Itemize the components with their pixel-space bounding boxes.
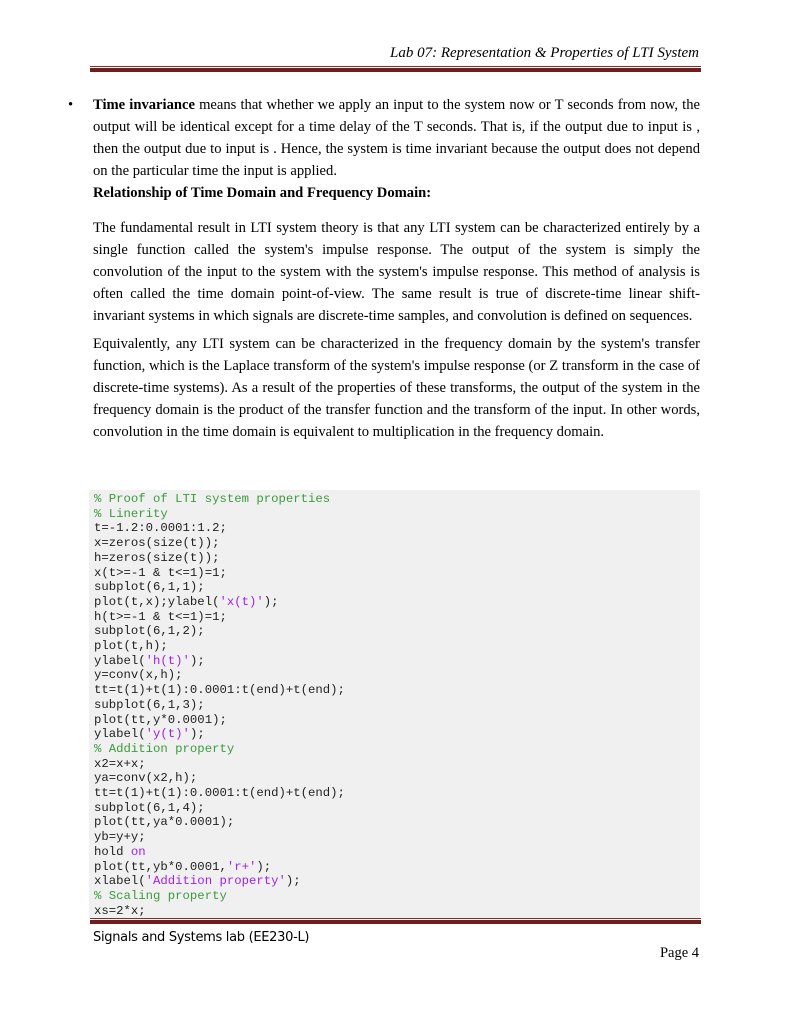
footer-course: Signals and Systems lab (EE230-L) [93, 930, 310, 945]
code-comment: % Linerity [94, 506, 168, 521]
code-text: xs=2*x; [94, 903, 146, 918]
code-text: ylabel( [94, 727, 146, 742]
code-text: ylabel( [94, 653, 146, 668]
bullet-paragraph [68, 94, 700, 182]
code-block [89, 490, 700, 918]
code-line [94, 727, 700, 742]
code-line [94, 566, 700, 581]
code-line [94, 874, 700, 889]
page-number: Page 4 [659, 945, 699, 961]
code-line [94, 815, 700, 830]
body-text [68, 94, 700, 443]
code-text: plot(tt,yb*0.0001, [94, 859, 227, 874]
code-line [94, 683, 700, 698]
code-line [94, 713, 700, 728]
code-line [94, 904, 700, 919]
code-text: subplot(6,1,2); [94, 624, 205, 639]
bullet-icon: • [68, 97, 74, 113]
code-string: 'h(t)' [145, 653, 190, 668]
code-text: x(t>=-1 & t<=1)=1; [94, 565, 227, 580]
code-text: ); [263, 594, 279, 609]
code-line [94, 492, 700, 507]
code-line [94, 771, 700, 786]
code-line [94, 624, 700, 639]
code-comment: % Scaling property [94, 888, 227, 903]
code-line [94, 786, 700, 801]
code-text: plot(t,x);ylabel( [94, 594, 220, 609]
code-line [94, 580, 700, 595]
code-string: on [130, 844, 146, 859]
header-rule [90, 66, 701, 72]
code-text: ); [189, 727, 205, 742]
code-text: h(t>=-1 & t<=1)=1; [94, 609, 227, 624]
code-text: ya=conv(x2,h); [94, 771, 198, 786]
code-string: 'Addition property' [145, 874, 286, 889]
bullet-text: means that whether we apply an input to the system now or T seconds from now, the output will be identical except for a time delay of the T seconds. That is, if the output due to input is , then the output due to input is . Hence, the system is time invariant because the output does not depend on the particular time the input is applied. [93, 97, 700, 179]
code-line [94, 536, 700, 551]
code-text: plot(t,h); [94, 639, 168, 654]
code-text: subplot(6,1,4); [94, 800, 205, 815]
code-line [94, 639, 700, 654]
code-line [94, 551, 700, 566]
code-line [94, 698, 700, 713]
paragraph-time-domain: The fundamental result in LTI system theory is that any LTI system can be characterized entirely by a single function called the system's impulse response. The output of the system is simply the convolution of the input to the system with the system's impulse response. This method of analysis is often called the time domain point-of-view. The same result is true of discrete-time linear shift-invariant systems in which signals are discrete-time samples, and convolution is defined on sequences. [93, 220, 700, 324]
code-line [94, 654, 700, 669]
code-line [94, 845, 700, 860]
code-line [94, 742, 700, 757]
code-text: plot(tt,ya*0.0001); [94, 815, 235, 830]
code-text: tt=t(1)+t(1):0.0001:t(end)+t(end); [94, 786, 345, 801]
code-line [94, 668, 700, 683]
code-comment: % Proof of LTI system properties [94, 492, 331, 506]
code-text: subplot(6,1,3); [94, 697, 205, 712]
code-line [94, 595, 700, 610]
code-comment: % Addition property [94, 741, 235, 756]
code-text: ); [189, 653, 205, 668]
code-string: 'r+' [226, 859, 257, 874]
header-title: Lab 07: Representation & Properties of LTI System [390, 45, 699, 61]
code-string: 'x(t)' [219, 594, 264, 609]
code-line [94, 860, 700, 875]
code-text: t=-1.2:0.0001:1.2; [94, 521, 227, 536]
code-text: y=conv(x,h); [94, 668, 183, 683]
code-text: x2=x+x; [94, 756, 146, 771]
code-line [94, 801, 700, 816]
code-text: tt=t(1)+t(1):0.0001:t(end)+t(end); [94, 683, 345, 698]
code-text: yb=y+y; [94, 830, 146, 845]
code-line [94, 757, 700, 772]
code-text: x=zeros(size(t)); [94, 536, 220, 551]
code-text: hold [94, 844, 131, 859]
footer-rule [90, 918, 701, 924]
code-string: 'y(t)' [145, 727, 190, 742]
code-text: ); [285, 874, 301, 889]
code-text: xlabel( [94, 874, 146, 889]
code-line [94, 830, 700, 845]
code-text: plot(tt,y*0.0001); [94, 712, 227, 727]
code-text: subplot(6,1,1); [94, 580, 205, 595]
code-line [94, 610, 700, 625]
code-text: h=zeros(size(t)); [94, 550, 220, 565]
bullet-term: Time invariance [93, 97, 195, 113]
code-text: ); [256, 859, 272, 874]
paragraph-frequency-domain: Equivalently, any LTI system can be characterized in the frequency domain by the system's transfer function, which is the Laplace transform of the system's impulse response (or Z transform in the case of discrete-time systems). As a result of the properties of these transforms, the output of the system in the frequency domain is the product of the transfer function and the transform of the input. In other words, convolution in the time domain is equivalent to multiplication in the frequency domain. [93, 336, 700, 440]
section-heading: Relationship of Time Domain and Frequency Domain: [93, 185, 432, 201]
code-line [94, 889, 700, 904]
code-line [94, 507, 700, 522]
code-line [94, 521, 700, 536]
